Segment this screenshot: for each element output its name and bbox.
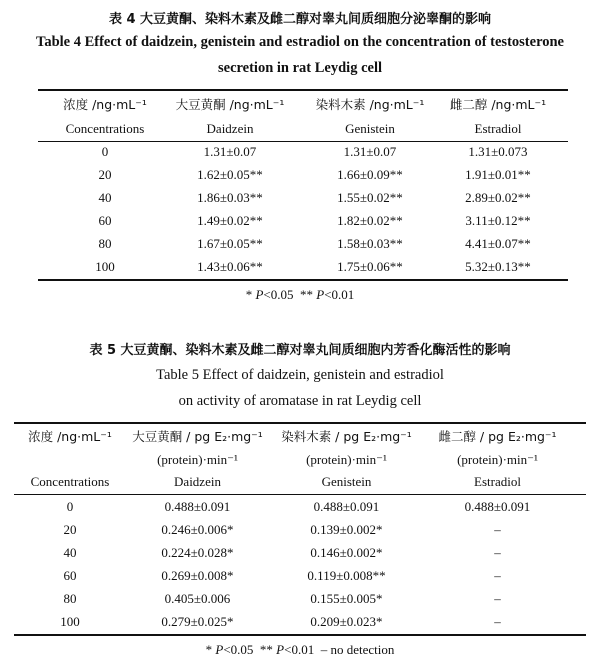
table4-cell-r4-c0: 80 [98, 236, 112, 251]
table-4-bottom-rule [38, 279, 568, 281]
table4-cell-r2-c0: 40 [98, 190, 112, 205]
table-5-header-cn: 雌二醇 / pg E₂·mg⁻¹ [438, 429, 557, 444]
table5-cell-r5-c2: 0.209±0.023* [310, 614, 383, 629]
table-5-header-unit: (protein)·min⁻¹ [457, 452, 538, 467]
table5-cell-r3-c2: 0.119±0.008** [307, 568, 386, 583]
table-5-header-en: Daidzein [174, 474, 221, 489]
table-4-top-rule [38, 89, 568, 91]
table-5-header-unit: (protein)·min⁻¹ [306, 452, 387, 467]
table5-cell-r1-c0: 20 [63, 522, 77, 537]
table-4-header-en: Daidzein [206, 121, 254, 136]
table5-cell-r4-c0: 80 [63, 591, 77, 606]
table4-cell-r0-c3: 1.31±0.073 [468, 144, 528, 159]
table5-cell-r1-c2: 0.139±0.002* [310, 522, 383, 537]
table4-cell-r4-c1: 1.67±0.05** [197, 236, 263, 251]
table-5-caption-en-line1: Table 5 Effect of daidzein, genistein and estradiol [156, 367, 444, 383]
table5-cell-r0-c1: 0.488±0.091 [164, 499, 231, 514]
table-5-header-en: Estradiol [474, 474, 521, 489]
table-5-caption-en-line2: on activity of aromatase in rat Leydig cell [178, 393, 422, 409]
table5-cell-r0-c2: 0.488±0.091 [313, 499, 380, 514]
table5-cell-r1-c1: 0.246±0.006* [161, 522, 234, 537]
table-4-header-cn: 大豆黄酮 /ng·mL⁻¹ [175, 97, 285, 112]
table4-cell-r3-c0: 60 [98, 213, 112, 228]
table4-cell-r2-c1: 1.86±0.03** [197, 190, 263, 205]
table4-cell-r0-c2: 1.31±0.07 [343, 144, 397, 159]
table5-cell-r2-c1: 0.224±0.028* [161, 545, 234, 560]
table-5-header-en: Genistein [321, 474, 372, 489]
table4-cell-r3-c3: 3.11±0.12** [465, 213, 531, 228]
table4-cell-r5-c0: 100 [95, 259, 115, 274]
table4-cell-r5-c2: 1.75±0.06** [337, 259, 403, 274]
table4-cell-r4-c3: 4.41±0.07** [465, 236, 531, 251]
table-4-header-en: Concentrations [65, 121, 145, 136]
table4-cell-r5-c1: 1.43±0.06** [197, 259, 263, 274]
table4-cell-r3-c1: 1.49±0.02** [197, 213, 263, 228]
table-5-header-cn: 染料木素 / pg E₂·mg⁻¹ [281, 429, 412, 444]
table5-cell-r2-c3: – [494, 545, 501, 560]
table-4-caption-en-line2: secretion in rat Leydig cell [217, 60, 383, 76]
table5-cell-r5-c1: 0.279±0.025* [161, 614, 234, 629]
table-5-top-rule [14, 422, 586, 424]
table-5-header-unit: (protein)·min⁻¹ [157, 452, 238, 467]
table-5-bottom-rule [14, 634, 586, 636]
table5-cell-r5-c3: – [494, 614, 501, 629]
table-4-header-en: Estradiol [474, 121, 522, 136]
table4-cell-r5-c3: 5.32±0.13** [465, 259, 531, 274]
table5-cell-r3-c0: 60 [63, 568, 77, 583]
table-5-header-en: Concentrations [30, 474, 110, 489]
table5-cell-r0-c3: 0.488±0.091 [464, 499, 531, 514]
table4-cell-r2-c2: 1.55±0.02** [337, 190, 403, 205]
table4-cell-r2-c3: 2.89±0.02** [465, 190, 531, 205]
table4-cell-r1-c1: 1.62±0.05** [197, 167, 263, 182]
table-5-footnote: * P<0.05 ** P<0.01 – no detection [205, 642, 395, 657]
table-4-header-en: Genistein [345, 121, 395, 136]
table4-cell-r3-c2: 1.82±0.02** [337, 213, 403, 228]
table4-cell-r1-c3: 1.91±0.01** [465, 167, 531, 182]
table-4-header-cn: 染料木素 /ng·mL⁻¹ [315, 97, 425, 112]
table5-cell-r2-c2: 0.146±0.002* [310, 545, 383, 560]
table-5-header-cn: 大豆黄酮 / pg E₂·mg⁻¹ [132, 429, 263, 444]
table-5-header-rule [14, 494, 586, 495]
table-4-header-cn: 雌二醇 /ng·mL⁻¹ [449, 97, 547, 112]
table5-cell-r4-c3: – [494, 591, 501, 606]
table5-cell-r3-c1: 0.269±0.008* [161, 568, 234, 583]
table4-cell-r1-c0: 20 [98, 167, 112, 182]
table5-cell-r5-c0: 100 [60, 614, 80, 629]
table4-cell-r0-c1: 1.31±0.07 [203, 144, 257, 159]
table5-cell-r0-c0: 0 [66, 499, 74, 514]
table4-cell-r0-c0: 0 [101, 144, 109, 159]
table5-cell-r1-c3: – [494, 522, 501, 537]
table5-cell-r4-c1: 0.405±0.006 [164, 591, 231, 606]
table4-cell-r1-c2: 1.66±0.09** [337, 167, 403, 182]
table5-cell-r2-c0: 40 [63, 545, 77, 560]
table-4-header-rule [38, 141, 568, 142]
table-5-header-cn: 浓度 /ng·mL⁻¹ [28, 429, 112, 444]
table-4-caption-en-line1: Table 4 Effect of daidzein, genistein and estradiol on the concentration of testosterone [35, 34, 564, 50]
table-4-footnote: * P<0.05 ** P<0.01 [245, 287, 355, 302]
table-5-caption-cn: 表 5 大豆黄酮、染料木素及雌二醇对睾丸间质细胞内芳香化酶活性的影响 [89, 343, 511, 358]
table4-cell-r4-c2: 1.58±0.03** [337, 236, 403, 251]
table-4-caption-cn: 表 4 大豆黄酮、染料木素及雌二醇对睾丸间质细胞分泌睾酮的影响 [108, 12, 492, 27]
table5-cell-r3-c3: – [494, 568, 501, 583]
table-4-header-cn: 浓度 /ng·mL⁻¹ [63, 97, 147, 112]
table5-cell-r4-c2: 0.155±0.005* [310, 591, 383, 606]
